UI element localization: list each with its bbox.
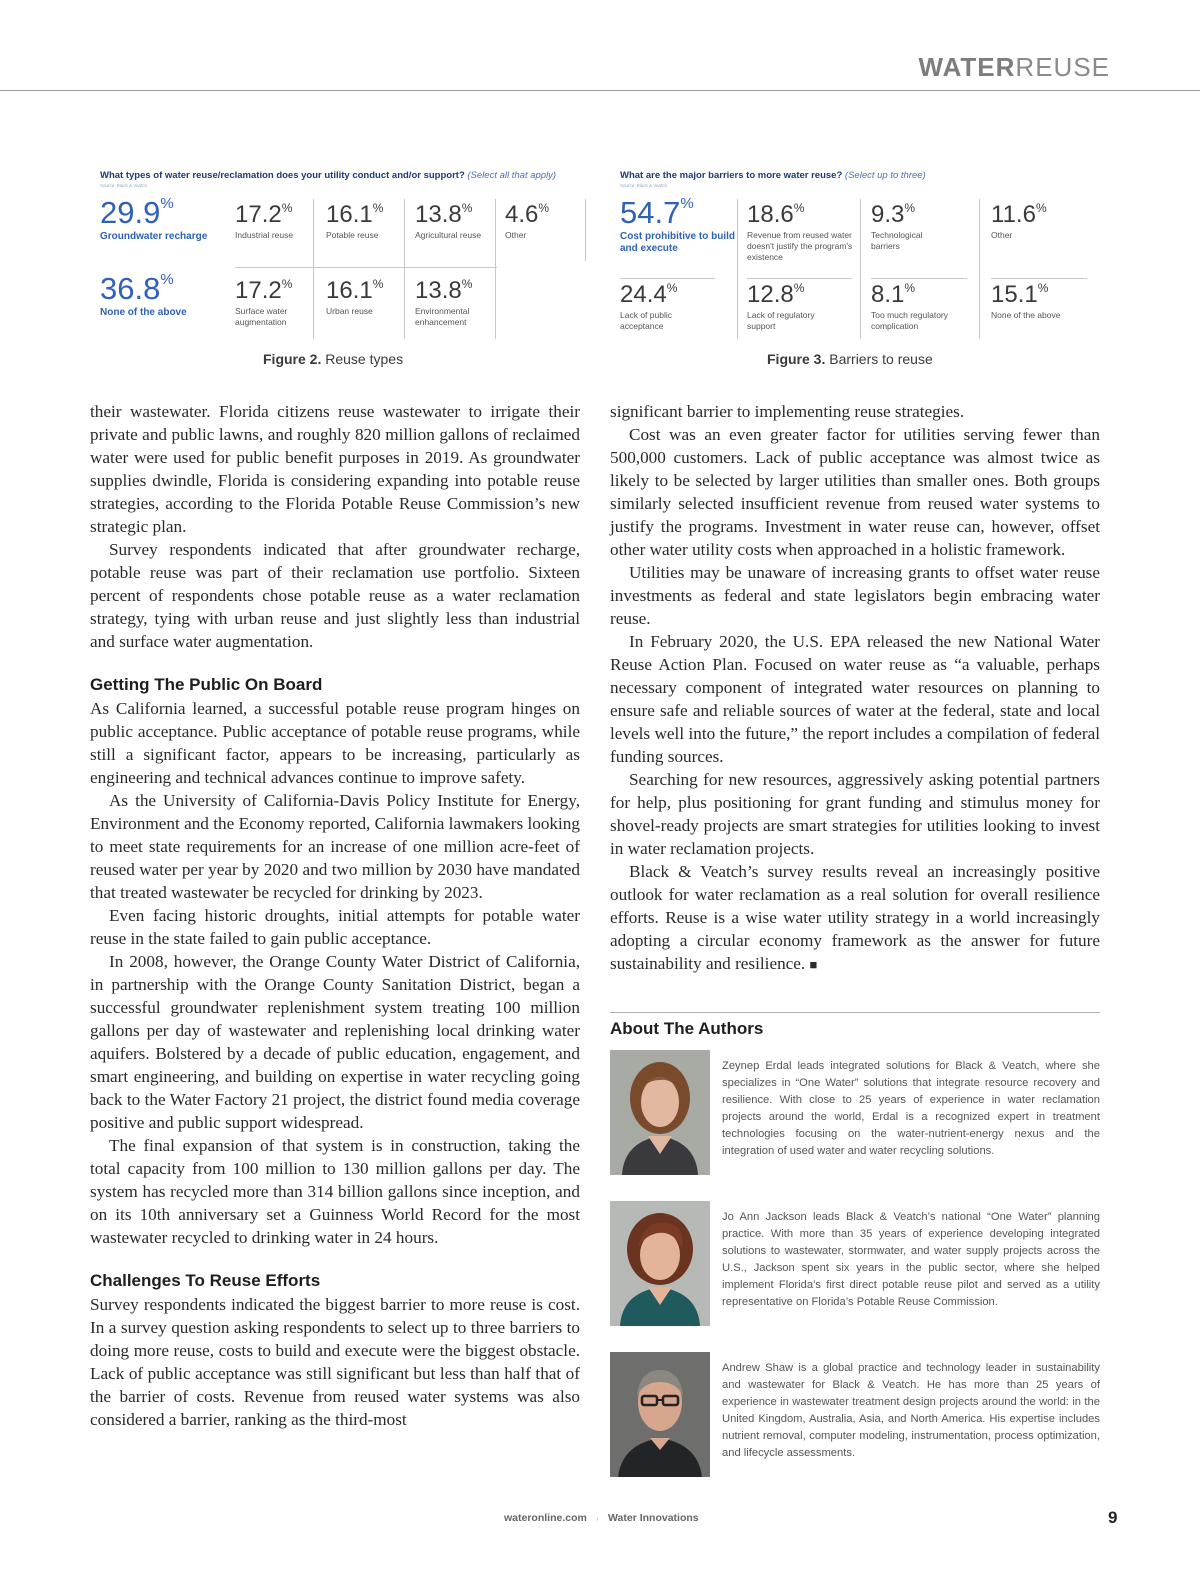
end-mark-icon: ■ — [809, 957, 818, 972]
paragraph: Survey respondents indicated the biggest barrier to more reuse is cost. In a survey question asking respondents to select up to three barriers to doing more reuse, costs to build and execute were the biggest obstacle. Lack of public acceptance was still significant but less than half that of the barrier of costs. Revenue from reused water systems was also considered a barrier, ranking as the third-most — [90, 1295, 580, 1429]
page-number: 9 — [1108, 1508, 1118, 1527]
divider — [404, 199, 405, 339]
author-photo — [610, 1201, 710, 1326]
stat-urban-reuse: 16.1% Urban reuse — [326, 277, 384, 316]
stat-cost-prohibitive: 54.7% Cost prohibitive to build and execute — [620, 195, 735, 254]
divider — [860, 199, 861, 339]
paragraph: In February 2020, the U.S. EPA released the new National Water Reuse Action Plan. Focused on water reuse as “a valuable, perhaps necessary component of integrated water resources on planning to ensure safe and reliable sources of water at the federal, state and local levels well into the future,” the report includes a compilation of federal funding sources. — [610, 632, 1100, 766]
figure-source: Source: Black & Veatch — [100, 183, 148, 188]
subheading-challenges: Challenges To Reuse Efforts — [90, 1271, 321, 1290]
divider — [991, 278, 1087, 279]
subheading-public-on-board: Getting The Public On Board — [90, 675, 323, 694]
paragraph: Black & Veatch’s survey results reveal an increasingly positive outlook for water reclamation as a real solution for overall resilience efforts. Reuse is a wise water utility strategy in a world increasingly adopting a circular economy framework as the answer for future sustainability and resilience. ■ — [610, 862, 1100, 973]
stat-technological-barriers: 9.3% Technological barriers — [871, 201, 923, 251]
paragraph: Cost was an even greater factor for utilities serving fewer than 500,000 customers. Lack of public acceptance was almost twice as likely to be selected by larger utilities than smaller ones. Both groups similarly selected insufficient revenue from reused water systems to justify the programs. Investment in water reuse can, however, offset other water utility costs when approached in a holistic framework. — [610, 425, 1100, 559]
figure-2-caption: Figure 2. Reuse types — [263, 351, 404, 367]
divider — [585, 199, 586, 261]
stat-environmental-enhancement: 13.8% Environmental enhancement — [415, 277, 473, 327]
figure-barriers-to-reuse — [620, 170, 1100, 331]
divider — [871, 278, 967, 279]
paragraph: Survey respondents indicated that after groundwater recharge, potable reuse was part of their reclamation use portfolio. Sixteen percent of respondents chose potable reuse as a water reclamation strategy, tying with urban reuse and just slightly less than industrial and surface water augmentation. — [90, 540, 580, 651]
paragraph: Searching for new resources, aggressively asking potential partners for help, plus positioning for grant funding and stimulus money for shovel-ready projects are smart strategies for utilities looking to invest in water reclamation projects. — [610, 770, 1100, 858]
divider — [620, 278, 715, 279]
article-column-right — [610, 400, 1100, 976]
divider — [737, 199, 738, 339]
author-photo — [610, 1352, 710, 1477]
figure-3-caption: Figure 3. Barriers to reuse — [767, 351, 933, 367]
paragraph: As California learned, a successful potable reuse program hinges on public acceptance. Public acceptance of potable reuse programs, while still a significant factor, appears to be increasing, particularly as engineering and technical advances continue to improve safety. — [90, 699, 580, 787]
divider — [313, 199, 314, 339]
paragraph: The final expansion of that system is in construction, taking the total capacity from 100 million to 130 million gallons per day. The system has recycled more than 314 billion gallons since inception, and on its 10th anniversary set a Guinness World Record for the most wastewater recycled to drinking water in 24 hours. — [90, 1136, 580, 1247]
author-photo — [610, 1050, 710, 1175]
authors-divider — [610, 1012, 1100, 1013]
header-rule — [0, 90, 1200, 91]
divider — [747, 278, 852, 279]
stat-lack-of-regulatory-support: 12.8% Lack of regulatory support — [747, 281, 815, 331]
figure-source: Source: Black & Veatch — [620, 183, 668, 188]
paragraph: their wastewater. Florida citizens reuse wastewater to irrigate their private and public lawns, and roughly 820 million gallons of reclaimed water were used for public benefit purposes in 2019. As groundwater supplies dwindle, Florida is considering expanding into potable reuse strategies, according to the Florida Potable Reuse Commission’s new strategic plan. — [90, 402, 580, 536]
footer-site: wateronline.com — [504, 1512, 587, 1524]
author-bio: Zeynep Erdal leads integrated solutions for Black & Veatch, where she specializes in “One Water” solutions that integrate resource recovery and resilience. With close to 25 years of experience in water reclamation projects around the world, Erdal is a recognized expert in treatment technologies focusing on the water-nutrient-energy nexus and the integration of used water and water recycling solutions. — [722, 1060, 1100, 1157]
divider — [235, 267, 497, 268]
stat-other: 4.6% Other — [505, 201, 550, 240]
stat-industrial-reuse: 17.2% Industrial reuse — [235, 201, 294, 240]
divider — [979, 199, 980, 339]
footer-magazine: Water Innovations — [608, 1512, 699, 1524]
stat-none-of-the-above: 15.1% None of the above — [991, 281, 1061, 320]
paragraph: As the University of California-Davis Policy Institute for Energy, Environment and the Economy reported, California lawmakers looking to meet state requirements for an increase of one million acre-feet of reused water per year by 2020 and two million by 2030 have mandated that treated wastewater be recycled for drinking by 2023. — [90, 791, 580, 902]
article-column-left — [90, 400, 580, 1431]
section-title: WATERREUSE — [918, 52, 1110, 82]
paragraph: significant barrier to implementing reuse strategies. — [610, 402, 965, 421]
author-bio: Andrew Shaw is a global practice and technology leader in sustainability and wastewater for Black & Veatch. He has more than 25 years of experience in wastewater treatment design projects around the world: in the United Kingdom, Australia, Asia, and North America. His expertise includes nutrient removal, computer modeling, instrumentation, process optimization, and lifecycle assessments. — [722, 1362, 1100, 1459]
stat-groundwater-recharge: 29.9% Groundwater recharge — [100, 195, 208, 242]
divider — [495, 199, 496, 339]
stat-too-much-regulatory-complication: 8.1% Too much regulatory complication — [871, 281, 949, 331]
figure-question: What are the major barriers to more water reuse? (Select up to three) — [620, 170, 926, 181]
stat-lack-of-public-acceptance: 24.4% Lack of public acceptance — [620, 281, 678, 331]
paragraph: Even facing historic droughts, initial attempts for potable water reuse in the state failed to gain public acceptance. — [90, 906, 580, 948]
stat-potable-reuse: 16.1% Potable reuse — [326, 201, 384, 240]
stat-none-of-the-above: 36.8% None of the above — [100, 271, 187, 318]
authors-heading: About The Authors — [610, 1019, 764, 1038]
author-bio: Jo Ann Jackson leads Black & Veatch’s national “One Water” planning practice. With more than 35 years of experience developing integrated solutions to wastewater, stormwater, and water supply projects across the U.S., Jackson spent six years in the public sector, where she helped implement Florida’s first direct potable reuse pilot and served as a utility representative on Florida’s Potable Reuse Commission. — [722, 1211, 1100, 1308]
stat-surface-water-augmentation: 17.2% Surface water augmentation — [235, 277, 293, 327]
stat-agricultural-reuse: 13.8% Agricultural reuse — [415, 201, 482, 240]
stat-revenue: 18.6% Revenue from reused water doesn't justify the program's existence — [747, 201, 853, 262]
figure-question: What types of water reuse/reclamation does your utility conduct and/or support? (Select all that apply) — [100, 170, 557, 181]
paragraph: Utilities may be unaware of increasing grants to offset water reuse investments as federal and state legislators begin embracing water reuse. — [610, 563, 1100, 628]
footer-separator-icon: › — [596, 1514, 599, 1523]
paragraph: In 2008, however, the Orange County Water District of California, in partnership with the Orange County Sanitation District, began a successful groundwater replenishment system treating 100 million gallons per day of wastewater and replenishing local drinking water aquifers. Bolstered by a decade of public education, engagement, and smart engineering, and building on expertise in water recycling going back to the Water Factory 21 project, the district found media coverage positive and public support widespread. — [90, 952, 580, 1132]
figure-reuse-types — [100, 170, 580, 331]
stat-other: 11.6% Other — [991, 201, 1047, 240]
